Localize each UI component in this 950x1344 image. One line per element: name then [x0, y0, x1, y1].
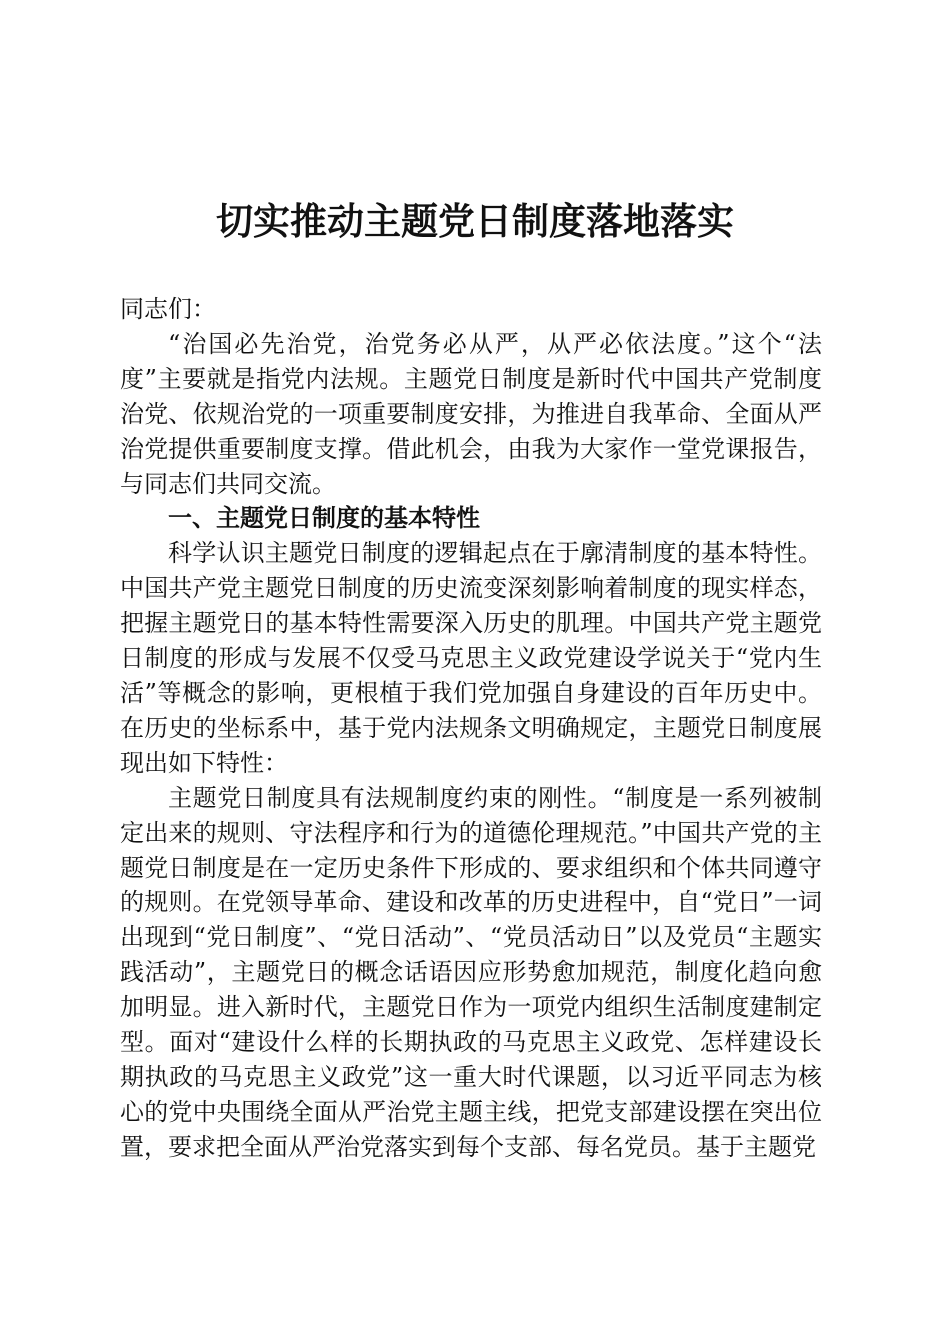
salutation: 同志们：: [120, 295, 216, 323]
document-body: [120, 292, 822, 1165]
document-title: 切实推动主题党日制度落地落实: [216, 199, 734, 243]
paragraph-intro: “治国必先治党，治党务必从严，从严必依法度。”这个“法度”主要就是指党内法规。主题党日制度是新时代中国共产党制度治党、依规治党的一项重要制度安排，为推进自我革命、全面从严治党提供重要制度支撑。借此机会，由我为大家作一堂党课报告，与同志们共同交流。: [120, 329, 822, 498]
section-heading: 一、主题党日制度的基本特性: [168, 504, 480, 533]
paragraph-section-1-p1: 科学认识主题党日制度的逻辑起点在于廓清制度的基本特性。中国共产党主题党日制度的历史流变深刻影响着制度的现实样态，把握主题党日的基本特性需要深入历史的肌理。中国共产党主题党日制度的形成与发展不仅受马克思主义政党建设学说关于“党内生活”等概念的影响，更根植于我们党加强自身建设的百年历史中。在历史的坐标系中，基于党内法规条文明确规定，主题党日制度展现出如下特性：: [120, 539, 822, 777]
paragraph-section-1-p2: 主题党日制度具有法规制度约束的刚性。“制度是一系列被制定出来的规则、守法程序和行为的道德伦理规范。”中国共产党的主题党日制度是在一定历史条件下形成的、要求组织和个体共同遵守的规则。在党领导革命、建设和改革的历史进程中，自“党日”一词出现到“党日制度”、“党日活动”、“党员活动日”以及党员“主题实践活动”，主题党日的概念话语因应形势愈加规范，制度化趋向愈加明显。进入新时代，主题党日作为一项党内组织生活制度建制定型。面对“建设什么样的长期执政的马克思主义政党、怎样建设长期执政的马克思主义政党”这一重大时代课题，以习近平同志为核心的党中央围绕全面从严治党主题主线，把党支部建设摆在突出位置，要求把全面从严治党落实到每个支部、每名党员。基于主题党: [120, 783, 822, 1161]
